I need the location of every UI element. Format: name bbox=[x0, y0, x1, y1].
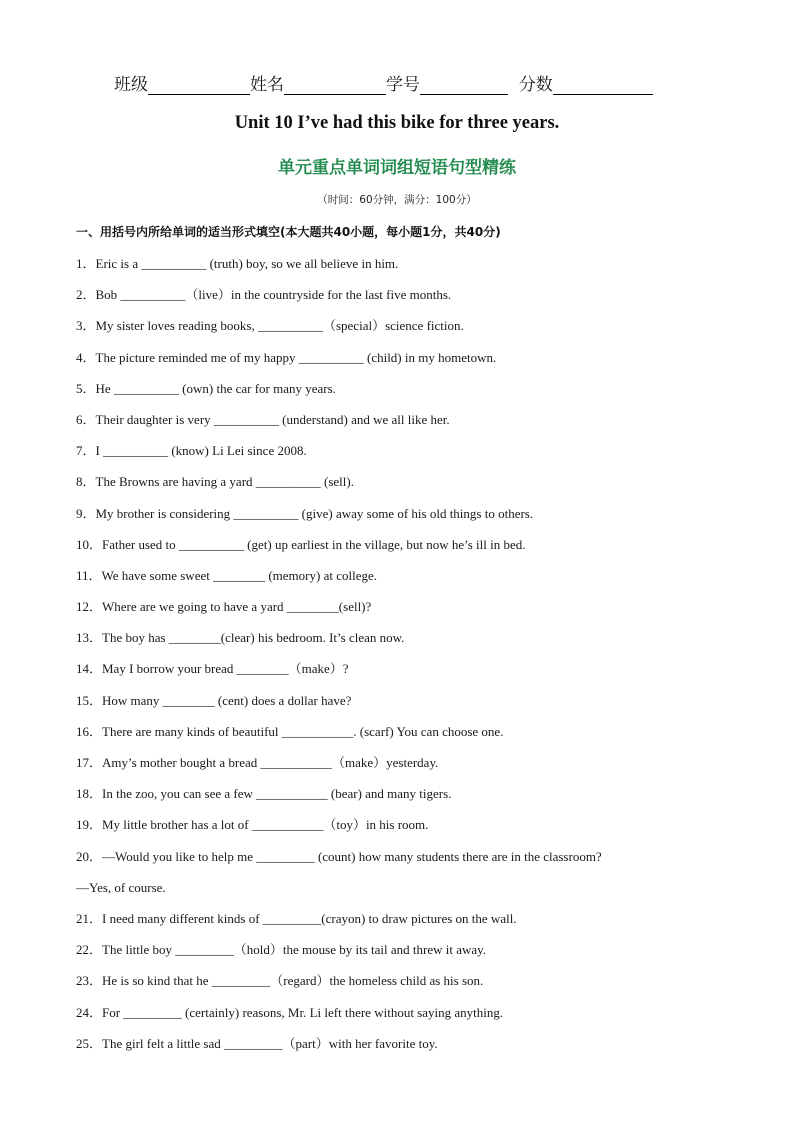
question-17: 17．Amy’s mother bought a bread ___________（make）yesterday. bbox=[76, 755, 439, 770]
number-blank[interactable] bbox=[420, 76, 508, 95]
question-9: 9．My brother is considering __________ (give) away some of his old things to others. bbox=[76, 505, 534, 521]
question-15: 15．How many ________ (cent) does a dollar have? bbox=[76, 692, 352, 708]
question-23: 23．He is so kind that he _________（regard）the homeless child as his son. bbox=[76, 973, 484, 989]
number-label: 学号 bbox=[386, 75, 420, 95]
question-7: 7．I __________ (know) Li Lei since 2008. bbox=[76, 443, 307, 459]
question-21: 21．I need many different kinds of _________(crayon) to draw pictures on the wall. bbox=[76, 910, 517, 926]
score-label: 分数 bbox=[518, 75, 553, 95]
question-4: 4．The picture reminded me of my happy __________ (child) in my hometown. bbox=[76, 349, 497, 365]
class-blank[interactable] bbox=[148, 76, 250, 95]
question-20: 20．—Would you like to help me _________ (count) how many students there are in the classroom? bbox=[76, 848, 602, 864]
question-24: 24．For _________ (certainly) reasons, Mr. Li left there without saying anything. bbox=[76, 1004, 504, 1020]
student-info-line bbox=[114, 70, 653, 95]
question-13: 13．The boy has ________(clear) his bedroom. It’s clean now. bbox=[76, 630, 405, 646]
question-16: 16．There are many kinds of beautiful ___________. (scarf) You can choose one. bbox=[76, 723, 504, 739]
time-info: （时间：60分钟，满分：100分） bbox=[317, 194, 477, 206]
unit-title: Unit 10 I’ve had this bike for three years. bbox=[234, 113, 560, 133]
question-2: 2．Bob __________（live）in the countryside for the last five months. bbox=[76, 287, 452, 303]
section-heading: 一、用括号内所给单词的适当形式填空(本大题共40小题，每小题1分，共40分) bbox=[76, 225, 501, 239]
question-6: 6．Their daughter is very __________ (understand) and we all like her. bbox=[76, 411, 450, 427]
question-19: 19．My little brother has a lot of ___________（toy）in his room. bbox=[76, 817, 429, 833]
score-blank[interactable] bbox=[553, 76, 653, 95]
name-label: 姓名 bbox=[250, 75, 284, 95]
question-18: 18．In the zoo, you can see a few ___________ (bear) and many tigers. bbox=[76, 786, 452, 802]
name-blank[interactable] bbox=[284, 76, 386, 95]
subtitle: 单元重点单词词组短语句型精练 bbox=[278, 158, 516, 178]
question-14: 14．May I borrow your bread ________（make）? bbox=[76, 661, 349, 677]
question-1: 1．Eric is a __________ (truth) boy, so we all believe in him. bbox=[76, 256, 399, 271]
question-11: 11．We have some sweet ________ (memory) at college. bbox=[76, 567, 377, 583]
question-3: 3．My sister loves reading books, __________（special）science fiction. bbox=[76, 318, 464, 334]
question-25: 25．The girl felt a little sad _________（part）with her favorite toy. bbox=[76, 1035, 438, 1051]
question-10: 10．Father used to __________ (get) up earliest in the village, but now he’s ill in bed. bbox=[76, 536, 526, 552]
question-20-answer: —Yes, of course. bbox=[76, 879, 166, 895]
question-list bbox=[76, 252, 756, 1063]
class-label: 班级 bbox=[114, 75, 148, 95]
question-12: 12．Where are we going to have a yard ________(sell)? bbox=[76, 599, 372, 615]
question-22: 22．The little boy _________（hold）the mouse by its tail and threw it away. bbox=[76, 942, 487, 958]
question-5: 5．He __________ (own) the car for many years. bbox=[76, 380, 336, 396]
question-8: 8．The Browns are having a yard __________ (sell). bbox=[76, 474, 354, 490]
